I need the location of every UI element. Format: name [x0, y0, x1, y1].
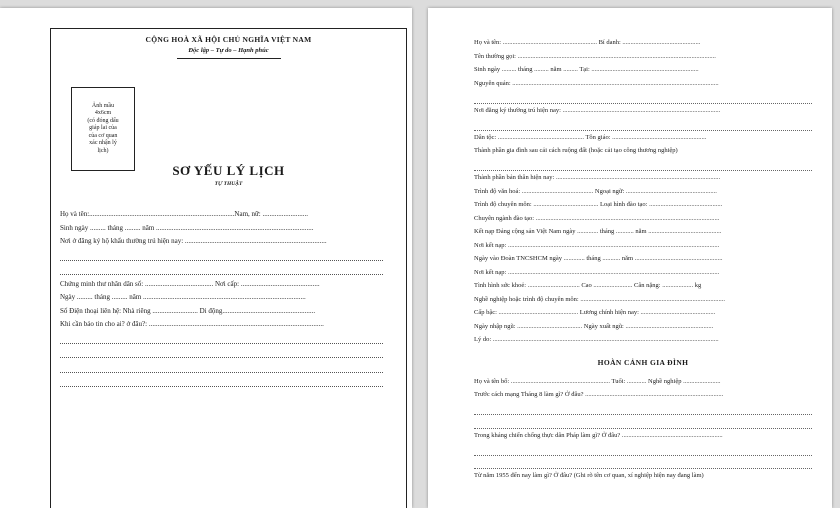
- field-occupation: Nghề nghiệp hoặc trình độ chuyên môn: .........................................................................................: [474, 295, 725, 303]
- field-permanent-residence: Nơi đăng ký thường trú hiện nay: .................................................................................................: [474, 106, 721, 114]
- header-underline: [177, 58, 281, 59]
- field-birth-date: Sinh ngày ......... tháng ......... năm ..........................................................................................: [60, 223, 314, 232]
- field-youth-union: Ngày vào Đoàn TNCSHCM ngày ............. tháng ........... năm ......................................................: [474, 255, 723, 262]
- blank-dotted-line: [474, 117, 812, 131]
- field-since-1955: Từ năm 1955 đến nay làm gì? Ở đâu? (Ghi rõ tên cơ quan, xí nghiệp hiện nay đang làm): [474, 472, 704, 479]
- national-motto: Độc lập – Tự do – Hạnh phúc: [188, 47, 269, 54]
- field-father-name: Họ và tên bố: ............................................................. Tuổi: ............ Nghề nghiệp .......................: [474, 377, 721, 385]
- field-youth-place: Nơi kết nạp: ..................................................................................................................................: [474, 268, 720, 276]
- blank-dotted-line: [60, 263, 383, 275]
- field-phone: Số Điện thoại liên hệ: Nhà riêng .......................... Di động.....................................................: [60, 306, 316, 315]
- field-common-name: Tên thường gọi: ..........................................................................................................................: [474, 52, 716, 60]
- field-party-admission: Kết nạp Đảng cộng sản Việt Nam ngày ............. tháng ........... năm .............................................: [474, 228, 722, 235]
- photo-placeholder: Ảnh mầu 4x6cm (có đóng dấu giáp lai của của cơ quan xác nhận lý lịch): [71, 87, 135, 171]
- field-birth-place: Sinh ngày ......... tháng ......... năm ......... Tại: ..................................................................: [474, 66, 699, 73]
- blank-dotted-line: [60, 361, 383, 373]
- field-enlistment: Ngày nhập ngũ: ........................................ Ngày xuất ngũ: ......................................................: [474, 322, 714, 330]
- blank-dotted-line: [60, 375, 383, 387]
- page-frame: [50, 28, 407, 508]
- field-id-card: Chứng minh thư nhân dân số: ....................................... Nơi cấp: .............................................: [60, 279, 320, 288]
- blank-dotted-line: [474, 158, 812, 172]
- family-section-title: HOÀN CẢNH GIA ĐÌNH: [597, 357, 689, 367]
- field-party-place: Nơi kết nạp: ..................................................................................................................................: [474, 241, 720, 249]
- document-page-right: [428, 8, 832, 508]
- field-personal-class: Thành phần bản thân hiện nay: .....................................................................................................: [474, 174, 721, 181]
- field-qualification: Trình độ chuyên môn: ........................................ Loại hình đào tạo: .............................................: [474, 201, 723, 208]
- document-title: SƠ YẾU LÝ LỊCH: [172, 163, 285, 178]
- blank-dotted-line: [474, 415, 812, 429]
- blank-dotted-line: [474, 442, 812, 456]
- field-health: Tình hình sức khoẻ: ................................ Cao ........................ Cân nặng: ................... kg: [474, 282, 702, 289]
- blank-dotted-line: [60, 346, 383, 358]
- document-page-left: [0, 8, 412, 508]
- field-residence: Nơi ở đăng ký hộ khẩu thường trú hiện nay: .................................................................................: [60, 237, 327, 245]
- background-info-fields: [474, 36, 812, 483]
- field-major: Chuyên ngành đào tạo: .................................................................................................................: [474, 214, 720, 222]
- document-subtitle: TỰ THUẬT: [214, 181, 243, 187]
- blank-dotted-line: [474, 402, 812, 416]
- field-reason: Lý do: ...........................................................................................................................................: [474, 336, 719, 343]
- national-header: CỘNG HOÀ XÃ HỘI CHỦ NGHĨA VIỆT NAM: [145, 35, 312, 44]
- field-ethnicity-religion: Dân tộc: ..................................................... Tôn giáo: ..........................................................: [474, 133, 707, 141]
- blank-dotted-line: [474, 90, 812, 104]
- field-issue-date: Ngày ......... tháng ......... năm .............................................................................................: [60, 293, 306, 301]
- field-origin: Nguyên quán: ...............................................................................................................................: [474, 79, 719, 87]
- blank-dotted-line: [60, 332, 383, 344]
- blank-dotted-line: [474, 456, 812, 470]
- field-education: Trình độ văn hoá: ............................................ Ngoại ngữ: ........................................................: [474, 187, 717, 195]
- field-full-name-alias: Họ và tên: .......................................................... Bí danh: ................................................: [474, 39, 701, 46]
- field-contact-person: Khi cần báo tin cho ai? ở đâu?: ....................................................................................................: [60, 320, 324, 328]
- blank-dotted-line: [60, 249, 383, 261]
- field-resistance-war: Trong kháng chiến chống thực dân Pháp làm gì? Ở đâu? ..............................................................: [474, 431, 723, 439]
- field-rank-salary: Cấp bậc: ................................................. Lương chính hiện nay: ..............................................: [474, 309, 716, 316]
- field-before-revolution: Trước cách mạng Tháng 8 làm gì? Ở đâu? .....................................................................................: [474, 391, 724, 398]
- field-full-name: Họ và tên:...................................................................................Nam, nữ: ..........................: [60, 210, 309, 218]
- field-family-class: Thành phần gia đình sau cải cách ruộng đất (hoặc cải tạo công thương nghiệp): [474, 147, 678, 154]
- personal-info-fields: [60, 208, 383, 390]
